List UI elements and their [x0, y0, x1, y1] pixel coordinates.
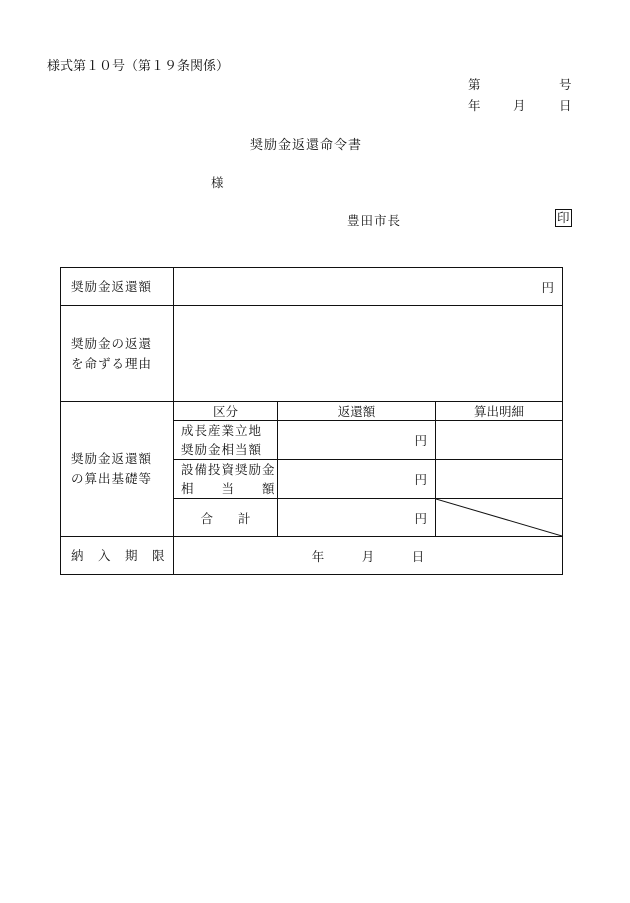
seal-mark: 印: [557, 210, 570, 225]
deadline-value: 年 月 日: [174, 537, 563, 575]
detail-header: 算出明細: [436, 402, 563, 421]
date-day: 日: [559, 98, 572, 113]
category-line2: 奨励金相当額: [181, 442, 263, 457]
reason-label-line1: 奨励金の返還: [71, 335, 153, 351]
date-year: 年: [468, 98, 481, 113]
diagonal-strike: [436, 499, 562, 536]
return-amount-label: 奨励金返還額: [61, 268, 174, 306]
form-number-label: 様式第１０号（第１９条関係）: [47, 59, 230, 74]
issuer-name: 豊田市長: [347, 213, 402, 228]
doc-number-prefix: 第: [468, 77, 481, 92]
reason-value: [174, 306, 563, 402]
return-order-table: [60, 267, 563, 575]
reason-label: [61, 306, 174, 402]
category-line2: 相 当 額: [181, 481, 276, 496]
document-title: 奨励金返還命令書: [250, 138, 363, 153]
detail-cell: [436, 421, 563, 460]
category-header: 区分: [174, 402, 278, 421]
yen-unit: 円: [414, 472, 427, 487]
reason-label-line2: を命ずる理由: [71, 355, 153, 371]
total-label: 合 計: [174, 499, 278, 537]
basis-header-row: [61, 402, 563, 421]
category-cell: [174, 421, 278, 460]
deadline-label: 納 入 期 限: [61, 537, 174, 575]
total-amount: [278, 499, 436, 537]
reason-row: [61, 306, 563, 402]
yen-unit: 円: [541, 279, 554, 295]
yen-unit: 円: [414, 510, 427, 526]
return-amount-row: [61, 268, 563, 306]
return-amount-value: [174, 268, 563, 306]
amount-header: 返還額: [278, 402, 436, 421]
basis-label-line1: 奨励金返還額: [71, 451, 153, 466]
amount-cell: [278, 421, 436, 460]
deadline-row: [61, 537, 563, 575]
total-detail-struck: [436, 499, 563, 537]
recipient-suffix: 様: [211, 175, 224, 190]
detail-cell: [436, 460, 563, 499]
yen-unit: 円: [414, 433, 427, 448]
date-month: 月: [513, 98, 526, 113]
basis-label: [61, 402, 174, 537]
category-line1: 設備投資奨励金: [181, 462, 276, 477]
amount-cell: [278, 460, 436, 499]
category-cell: [174, 460, 278, 499]
doc-number-suffix: 号: [559, 77, 572, 92]
category-line1: 成長産業立地: [181, 423, 263, 438]
basis-label-line2: の算出基礎等: [71, 471, 153, 486]
